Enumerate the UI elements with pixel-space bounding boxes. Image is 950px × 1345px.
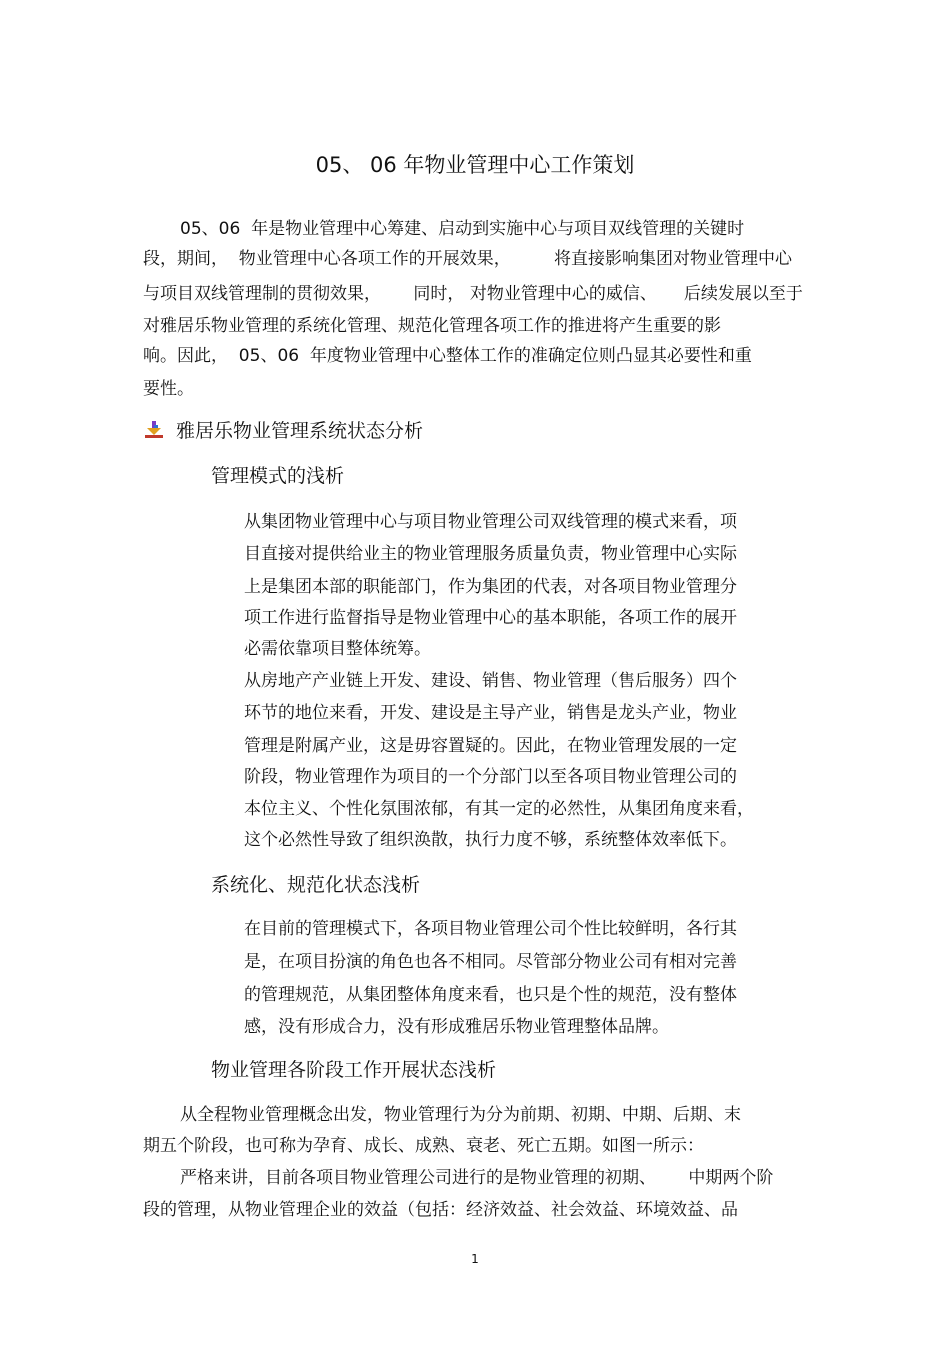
intro-line: 对雅居乐物业管理的系统化管理、规范化管理各项工作的推进将产生重要的影: [143, 316, 721, 336]
paragraph-line: 是，在项目扮演的角色也各不相同。尽管部分物业公司有相对完善: [244, 952, 737, 972]
paragraph-line: 项工作进行监督指导是物业管理中心的基本职能，各项工作的展开: [244, 608, 737, 628]
intro-line: 响。因此， 05、06 年度物业管理中心整体工作的准确定位则凸显其必要性和重: [143, 346, 752, 366]
paragraph-line: 感，没有形成合力，没有形成雅居乐物业管理整体品牌。: [244, 1017, 669, 1037]
paragraph-line: 从房地产产业链上开发、建设、销售、物业管理（售后服务）四个: [244, 671, 737, 691]
paragraph-line: 从集团物业管理中心与项目物业管理公司双线管理的模式来看，项: [244, 512, 737, 532]
paragraph-line: 段的管理，从物业管理企业的效益（包括：经济效益、社会效益、环境效益、品: [143, 1200, 738, 1220]
paragraph-line: 阶段，物业管理作为项目的一个分部门以至各项目物业管理公司的: [244, 767, 737, 787]
paragraph-line: 环节的地位来看，开发、建设是主导产业，销售是龙头产业，物业: [244, 703, 737, 723]
paragraph-line: 上是集团本部的职能部门，作为集团的代表，对各项目物业管理分: [244, 577, 737, 597]
paragraph-line: 必需依靠项目整体统筹。: [244, 639, 431, 659]
subsection-heading: 管理模式的浅析: [211, 465, 345, 487]
paragraph-line: 这个必然性导致了组织涣散，执行力度不够，系统整体效率低下。: [244, 830, 737, 850]
paragraph-line: 在目前的管理模式下，各项目物业管理公司个性比较鲜明，各行其: [244, 919, 737, 939]
subsection-heading: 系统化、规范化状态浅析: [211, 874, 421, 896]
subsection-heading: 物业管理各阶段工作开展状态浅析: [211, 1059, 497, 1081]
intro-line: 与项目双线管理制的贯彻效果， 同时， 对物业管理中心的威信、 后续发展以至于: [143, 284, 803, 304]
paragraph-line: 管理是附属产业，这是毋容置疑的。因此，在物业管理发展的一定: [244, 736, 737, 756]
paragraph-line: 严格来讲，目前各项目物业管理公司进行的是物业管理的初期、 中期两个阶: [180, 1168, 774, 1188]
intro-line: 05、06 年是物业管理中心筹建、启动到实施中心与项目双线管理的关键时: [180, 219, 745, 239]
document-title: 05、 06 年物业管理中心工作策划: [315, 153, 635, 177]
page-number: 1: [471, 1252, 479, 1266]
intro-line: 要性。: [143, 379, 194, 399]
section-heading: 雅居乐物业管理系统状态分析: [176, 420, 424, 442]
paragraph-line: 本位主义、个性化氛围浓郁，有其一定的必然性，从集团角度来看，: [244, 799, 754, 819]
bullet-arrow-icon: [145, 421, 163, 439]
paragraph-line: 目直接对提供给业主的物业管理服务质量负责，物业管理中心实际: [244, 544, 737, 564]
paragraph-line: 的管理规范，从集团整体角度来看，也只是个性的规范，没有整体: [244, 985, 737, 1005]
paragraph-line: 从全程物业管理概念出发，物业管理行为分为前期、初期、中期、后期、末: [180, 1105, 741, 1125]
intro-line: 段，期间， 物业管理中心各项工作的开展效果， 将直接影响集团对物业管理中心: [143, 249, 793, 269]
paragraph-line: 期五个阶段，也可称为孕育、成长、成熟、衰老、死亡五期。如图一所示：: [143, 1136, 704, 1156]
